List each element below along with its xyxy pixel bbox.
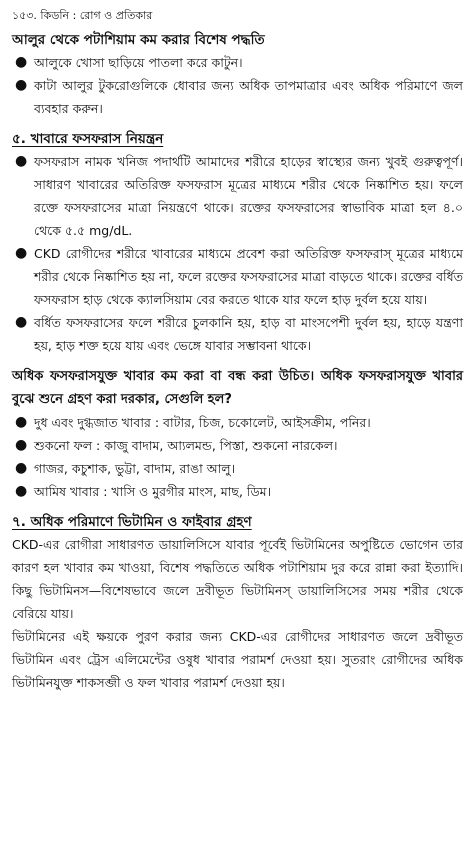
list-item-text: বর্ধিত ফসফরাসের ফলে শরীরে চুলকানি হয়, হাড় বা মাংসপেশী দুর্বল হয়, হাড়ে যন্ত্রণা হয়, হাড় শক্ত হয়ে যায় এবং ভেঙ্গে যাবার সম্ভাবনা থাকে। [34,315,463,353]
vitamin-paragraph-2: ভিটামিনের এই ক্ষয়কে পুরণ করার জন্য CKD-এর রোগীদের সাধারণত জলে দ্রবীভূত ভিটামিন এবং ট্রেস এলিমেন্টের ওষুধ খাবার পরামর্শ দেওয়া হয়। সুতরাং রোগীদের অধিক ভিটামিনযুক্ত শাকসব্জী ও ফল খাবার পরামর্শ দেওয়া হয়। [12,629,463,690]
vitamin-heading: ৭. অধিক পরিমাণে ভিটামিন ও ফাইবার গ্রহণ [12,514,252,530]
list-item-text: কাটা আলুর টুকরোগুলিকে ধোবার জন্য অধিক তাপমাত্রার এবং অধিক পরিমাণে জল ব্যবহার করুন। [34,78,463,116]
list-item [12,411,463,434]
bullet-icon: ● [15,414,28,430]
bullet-icon: ● [15,314,28,330]
vitamin-section [12,511,463,694]
list-item [12,74,463,120]
list-item-text: আমিষ খাবার : খাসি ও মুরগীর মাংস, মাছ, ডিম। [34,484,272,499]
list-item [12,434,463,457]
list-item-text: গাজর, কচুশাক, ভুট্টা, বাদাম, রাঙা আলু। [34,461,236,476]
bullet-icon: ● [15,483,28,499]
list-item-text: আলুকে খোসা ছাড়িয়ে পাতলা করে কাটুন। [34,55,243,70]
phosphorus-heading: ৫. খাবারে ফসফরাস নিয়ন্ত্রন [12,131,164,147]
phosphorus-bullet-list [12,150,463,357]
potato-heading: আলুর থেকে পটাশিয়াম কম করার বিশেষ পদ্ধতি [12,32,265,48]
list-item-text: দুধ এবং দুগ্ধজাত খাবার : বাটার, চিজ, চকোলেট, আইসক্রীম, পনির। [34,415,371,430]
potato-section [12,29,463,120]
potato-bullet-list [12,51,463,120]
bullet-icon: ● [15,77,28,93]
list-item [12,150,463,242]
bullet-icon: ● [15,460,28,476]
phosphorus-section [12,128,463,357]
list-item [12,311,463,357]
bullet-icon: ● [15,54,28,70]
high-phosphorus-foods-section [12,365,463,503]
list-item-text: CKD রোগীদের শরীরে খাবারের মাধ্যমে প্রবেশ করা অতিরিক্ত ফসফরাস্ মূত্রের মাধ্যমে শরীর থেকে নিষ্কাশিত হয় না, ফলে রক্তের ফসফরাসের মাত্রা বাড়তে থাকে। রক্তের বর্ধিত ফসফরাস হাড় থেকে ক্যালসিয়াম বের করতে থাকে যার ফলে হাড় দুর্বল হয়ে যায়। [34,246,463,307]
list-item-text: শুকনো ফল : কাজু বাদাম, আ্যলমন্ড, পিস্তা, শুকনো নারকেল। [34,438,338,453]
bullet-icon: ● [15,437,28,453]
list-item-text: ফসফরাস নামক খনিজ পদার্থটি আমাদের শরীরে হাড়ের স্বাস্থ্যের জন্য খুবই গুরুত্বপূর্ণ। সাধারণ খাবারের অতিরিক্ত ফসফরাস মূত্রের মাধ্যমে শরীর থেকে নিষ্কাশিত হয়। ফলে রক্তে ফসফরাসের মাত্রা নিয়ন্ত্রণে থাকে। রক্তের ফসফরাসের স্বাভাবিক মাত্রা হল ৪.০ থেকে ৫.৫ mg/dL. [34,154,463,238]
vitamin-paragraph-1: CKD-এর রোগীরা সাধারণত ডায়ালিসিসে যাবার পূর্বেই ভিটামিনের অপুষ্টিতে ভোগেন তার কারণ হল খাবার কম খাওয়া, বিশেষ পদ্ধতিতে অধিক পটাশিয়াম দুর করে রান্না করা ইত্যাদি। কিছু ভিটামিনস—বিশেষভাবে জলে দ্রবীভূত ভিটামিনস্ ডায়ালিসিসের সময় শরীর থেকে বেরিয়ে যায়। [12,537,463,621]
bullet-icon: ● [15,245,28,261]
running-header: ১৫৩. কিডনি : রোগ ও প্রতিকার [12,9,153,22]
list-item [12,480,463,503]
list-item [12,51,463,74]
foods-intro: অধিক ফসফরাসযুক্ত খাবার কম করা বা বন্ধ করা উচিত। অধিক ফসফরাসযুক্ত খাবার বুঝে শুনে গ্রহণ করা দরকার, সেগুলি হল? [12,369,463,407]
list-item [12,242,463,311]
list-item [12,457,463,480]
bullet-icon: ● [15,153,28,169]
foods-bullet-list [12,411,463,503]
